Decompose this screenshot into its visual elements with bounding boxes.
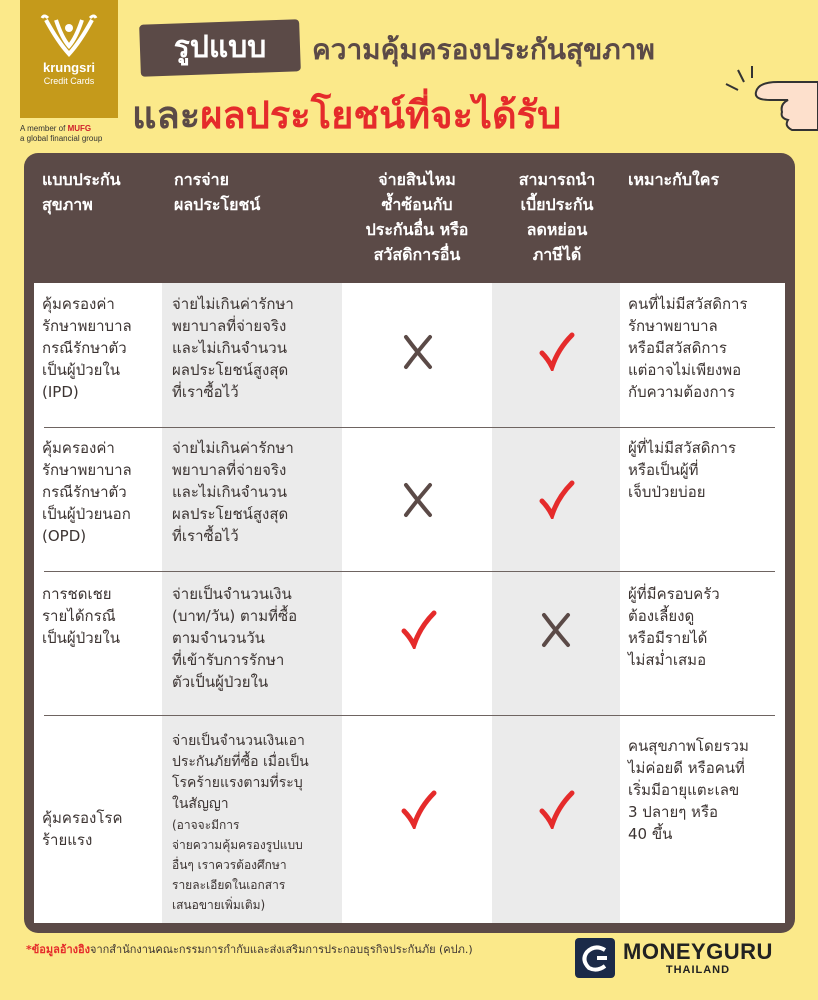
- row-4-duplicate-mark: [398, 789, 438, 829]
- brand-product: Credit Cards: [43, 76, 95, 86]
- pointing-hand-icon: [718, 60, 818, 140]
- row-2-tax-mark: [536, 479, 576, 519]
- header-insurance-type: [42, 167, 172, 217]
- title-badge-text: รูปแบบ: [173, 30, 267, 65]
- row-3-suitable-for: ผู้ที่มีครอบครัว ต้องเลี้ยงดู หรือมีรายได้ ไม่สม่ำเสมอ: [628, 585, 720, 669]
- row-2-payment: จ่ายไม่เกินค่ารักษา พยาบาลที่จ่ายจริง และไม่เกินจำนวน ผลประโยชน์สูงสุด ที่เราซื้อไว้: [172, 439, 294, 545]
- check-icon: [398, 609, 438, 649]
- member-line: [20, 124, 102, 144]
- header-duplicate-claim: [342, 167, 492, 267]
- row-1-tax-mark: [536, 331, 576, 371]
- row-divider: [44, 715, 775, 716]
- footnote-highlight: *ข้อมูลอ้างอิง: [26, 943, 91, 956]
- row-1-payment: จ่ายไม่เกินค่ารักษา พยาบาลที่จ่ายจริง และไม่เกินจำนวน ผลประโยชน์สูงสุด ที่เราซื้อไว้: [172, 295, 294, 401]
- row-3-insurance-type: การชดเชย รายได้กรณี เป็นผู้ป่วยใน: [42, 585, 121, 647]
- check-icon: [398, 789, 438, 829]
- row-1-insurance-type: คุ้มครองค่า รักษาพยาบาล กรณีรักษาตัว เป็นผู้ป่วยใน (IPD): [42, 295, 132, 401]
- header-suitable-for: [628, 167, 788, 192]
- member-prefix: A member of: [20, 124, 66, 133]
- mufg-logo: MUFG: [67, 124, 92, 133]
- krungsri-logo: [20, 0, 118, 118]
- row-divider: [44, 427, 775, 428]
- header-insurance-type-text: แบบประกัน สุขภาพ: [42, 170, 121, 214]
- header-tax-deduction-text: สามารถนำ เบี้ยประกัน ลดหย่อน ภาษีได้: [518, 170, 596, 264]
- row-divider: [44, 571, 775, 572]
- row-4-suitable-for: คนสุขภาพโดยรวม ไม่ค่อยดี หรือคนที่ เริ่มมีอายุแตะเลข 3 ปลายๆ หรือ 40 ขึ้น: [628, 737, 749, 843]
- moneyguru-emblem-icon: [575, 938, 615, 978]
- table-body: [34, 283, 785, 923]
- title-line-2-prefix: และ: [132, 93, 201, 137]
- header-duplicate-claim-text: จ่ายสินไหม ซ้ำซ้อนกับ ประกันอื่น หรือ สวัสดิการอื่น: [365, 170, 469, 264]
- title-line-2: [132, 84, 561, 145]
- row-4-payment: จ่ายเป็นจำนวนเงินเอา ประกันภัยที่ซื้อ เมื่อเป็น โรคร้ายแรงตามที่ระบุ ในสัญญา: [172, 733, 309, 812]
- member-suffix: a global financial group: [20, 134, 103, 143]
- title-line-2-highlight: ผลประโยชน์ที่จะได้รับ: [200, 93, 562, 137]
- coverage-table: [24, 153, 795, 933]
- title-line-1: ความคุ้มครองประกันสุขภาพ: [312, 33, 655, 66]
- row-1-duplicate-mark: [398, 331, 438, 371]
- row-4-tax-mark: [536, 789, 576, 829]
- moneyguru-sub: THAILAND: [665, 964, 731, 976]
- cross-icon: [398, 479, 438, 519]
- row-3-payment: จ่ายเป็นจำนวนเงิน (บาท/วัน) ตามที่ซื้อ ตามจำนวนวัน ที่เข้ารับการรักษา ตัวเป็นผู้ป่วยใน: [172, 585, 298, 691]
- title-badge: [139, 19, 301, 77]
- header-tax-deduction: [494, 167, 620, 267]
- check-icon: [536, 789, 576, 829]
- row-3-tax-mark: [536, 609, 576, 649]
- row-1-suitable-for: คนที่ไม่มีสวัสดิการ รักษาพยาบาล หรือมีสวัสดิการ แต่อาจไม่เพียงพอ กับความต้องการ: [628, 295, 748, 401]
- row-4-insurance-type: คุ้มครองโรค ร้ายแรง: [42, 809, 123, 849]
- moneyguru-logo: [575, 938, 773, 978]
- header-payment: [174, 167, 344, 217]
- row-2-insurance-type: คุ้มครองค่า รักษาพยาบาล กรณีรักษาตัว เป็นผู้ป่วยนอก (OPD): [42, 439, 132, 545]
- cross-icon: [536, 609, 576, 649]
- row-2-duplicate-mark: [398, 479, 438, 519]
- row-4-payment-note: (อาจจะมีการ จ่ายความคุ้มครองรูปแบบ อื่นๆ เราควรต้องศึกษา รายละเอียดในเอกสาร เสนอขายเพิ่มเติม): [172, 818, 303, 912]
- row-3-duplicate-mark: [398, 609, 438, 649]
- table-header: [24, 153, 795, 283]
- check-icon: [536, 331, 576, 371]
- check-icon: [536, 479, 576, 519]
- footnote: [26, 940, 473, 958]
- header-suitable-for-text: เหมาะกับใคร: [628, 170, 720, 189]
- krungsri-emblem-icon: [40, 14, 98, 58]
- moneyguru-name: MONEYGURU: [623, 939, 773, 964]
- row-2-suitable-for: ผู้ที่ไม่มีสวัสดิการ หรือเป็นผู้ที่ เจ็บป่วยบ่อย: [628, 439, 737, 501]
- cross-icon: [398, 331, 438, 371]
- footnote-text: จากสำนักงานคณะกรรมการกำกับและส่งเสริมการประกอบธุรกิจประกันภัย (คปภ.): [90, 943, 473, 956]
- header-payment-text: การจ่าย ผลประโยชน์: [174, 170, 261, 214]
- brand-name: krungsri: [42, 60, 95, 75]
